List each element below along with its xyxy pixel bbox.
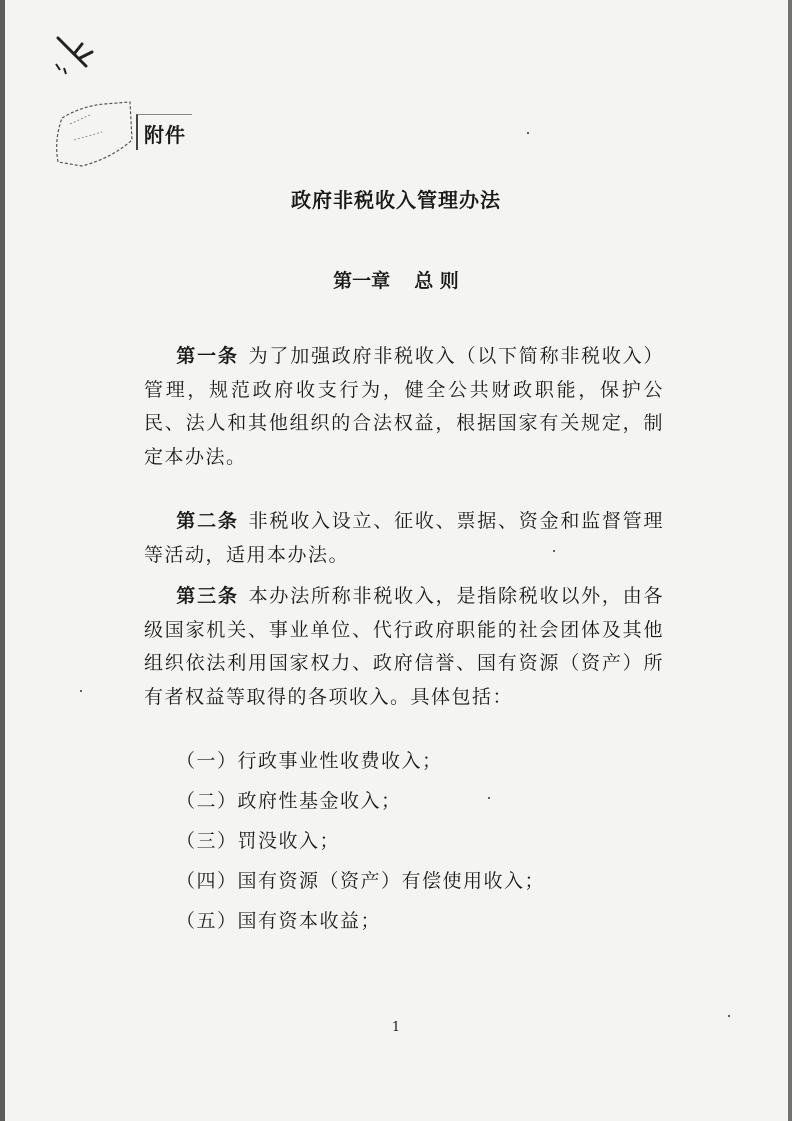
article-2-text: 非税收入设立、征收、票据、资金和监督管理等活动，适用本办法。 [144, 510, 664, 566]
article-3-label: 第三条 [176, 585, 239, 607]
document-title: 政府非税收入管理办法 [291, 188, 501, 212]
scan-speck [553, 550, 555, 552]
seal-stamp-fragment [52, 100, 142, 170]
chapter-name: 总 则 [414, 270, 459, 292]
scan-edge-left [0, 0, 5, 1121]
page-number: 1 [391, 1020, 401, 1035]
list-item: （五）国有资本收益； [176, 910, 382, 932]
article-2-label: 第二条 [176, 510, 239, 532]
list-item: （四）国有资源（资产）有偿使用收入； [176, 870, 546, 892]
scan-edge-right [788, 0, 792, 1121]
list-item: （二）政府性基金收入； [176, 790, 402, 812]
scan-mark [52, 30, 102, 80]
attachment-label: 附件 [136, 114, 192, 150]
article-3 [144, 580, 664, 714]
article-1-label: 第一条 [176, 345, 239, 367]
scan-speck [80, 690, 82, 692]
list-item: （一）行政事业性收费收入； [176, 750, 443, 772]
scan-speck [488, 797, 490, 799]
scan-speck [527, 132, 529, 134]
list-item: （三）罚没收入； [176, 830, 341, 852]
article-2 [144, 505, 664, 572]
chapter-heading [0, 266, 792, 293]
chapter-number: 第一章 [333, 270, 391, 292]
scan-speck [728, 1015, 730, 1017]
article-3-text: 本办法所称非税收入，是指除税收以外，由各级国家机关、事业单位、代行政府职能的社会团体及其他组织依法利用国家权力、政府信誉、国有资源（资产）所有者权益等取得的各项收入。具体包括： [144, 585, 664, 708]
article-1-text: 为了加强政府非税收入（以下简称非税收入）管理，规范政府收支行为，健全公共财政职能，保护公民、法人和其他组织的合法权益，根据国家有关规定，制定本办法。 [144, 345, 664, 468]
article-1 [144, 340, 664, 474]
